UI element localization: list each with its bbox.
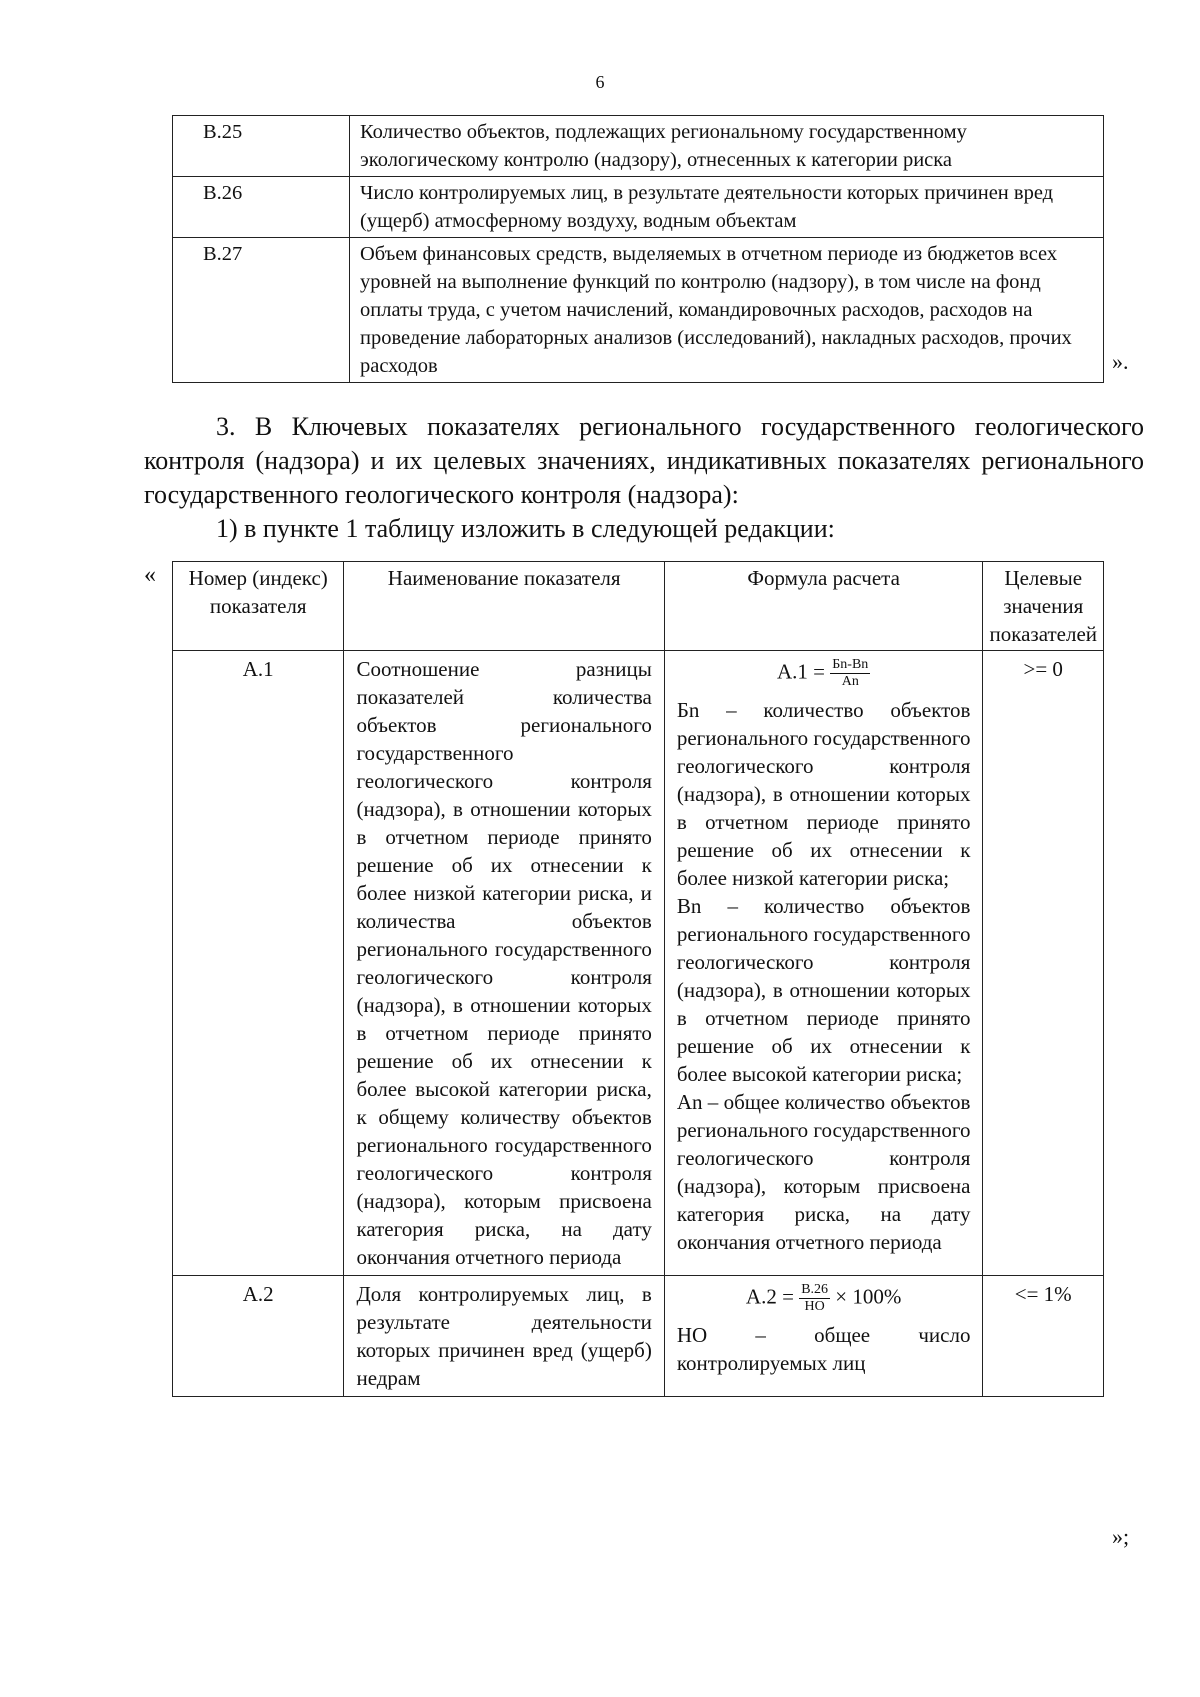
indicator-code: В.26 — [173, 177, 350, 238]
amendment-paragraph — [144, 410, 1144, 512]
header-name: Наименование показателя — [344, 562, 664, 651]
indicator-description: Объем финансовых средств, выделяемых в отчетном периоде из бюджетов всех уровней на выполнение функций по контролю (надзору), в том числе на фонд оплаты труда, с учетом начислений, командировочных расходов, расходов на проведение лабораторных анализов (исследований), накладных расходов, прочих расходов — [350, 238, 1104, 383]
indicator-code: В.27 — [173, 238, 350, 383]
paragraph-number: 3. — [216, 412, 236, 441]
indicator-name: Доля контролируемых лиц, в результате деятельности которых причинен вред (ущерб) недрам — [344, 1276, 664, 1397]
formula-definition: Бn – количество объектов регионального государственного геологического контроля (надзора), в отношении которых в отчетном периоде принято решение об их отнесении к более низкой категории риска; — [676, 698, 971, 890]
header-formula: Формула расчета — [664, 562, 983, 651]
opening-quote: « — [144, 562, 156, 588]
closing-quote: ». — [1112, 349, 1129, 374]
page-number: 6 — [595, 72, 605, 92]
indicator-formula — [664, 651, 983, 1276]
target-value: <= 1% — [983, 1276, 1104, 1397]
indicator-formula — [664, 1276, 983, 1397]
indicator-code: А.2 — [173, 1276, 344, 1397]
formula: А.1 = $\frac{Бn-Вn}{Аn}$ — [777, 657, 869, 689]
fraction: $\frac{Бn-Вn}{Аn}$ — [832, 657, 869, 689]
formula: А.2 = $\frac{В.26}{НO}$ × 100% — [745, 1282, 902, 1314]
formula-definition: Аn – общее количество объектов регионального государственного геологического контроля (надзора), которым присвоена категория риска, на дату окончания отчетного периода — [676, 1090, 971, 1254]
amendment-subitem: 1) в пункте 1 таблицу изложить в следующей редакции: — [216, 514, 835, 543]
indicators-table-continued — [172, 115, 1104, 383]
formula-definition: Вn – количество объектов регионального государственного геологического контроля (надзора), в отношении которых в отчетном периоде принято решение об их отнесении к более высокой категории риска; — [676, 894, 971, 1086]
key-indicators-table — [172, 561, 1104, 1397]
indicator-name: Соотношение разницы показателей количества объектов регионального государственного геологического контроля (надзора), в отношении которых в отчетном периоде принято решение об их отнесении к более низкой категории риска, и количества объектов регионального государственного геологического контроля (надзора), в отношении которых в отчетном периоде принято решение об их отнесении к более высокой категории риска, к общему количеству объектов регионального государственного геологического контроля (надзора), которым присвоена категория риска, на дату окончания отчетного периода — [344, 651, 664, 1276]
header-target: Целевые значения показателей — [983, 562, 1104, 651]
closing-quote: »; — [1112, 1524, 1130, 1549]
table-row — [173, 116, 1104, 177]
indicator-description: Число контролируемых лиц, в результате деятельности которых причинен вред (ущерб) атмосферному воздуху, водным объектам — [350, 177, 1104, 238]
formula-definition: НO – общее число контролируемых лиц — [676, 1323, 971, 1375]
table-row — [173, 177, 1104, 238]
indicator-code: В.25 — [173, 116, 350, 177]
header-code: Номер (индекс) показателя — [173, 562, 344, 651]
table-row — [173, 238, 1104, 383]
fraction: $\frac{В.26}{НO}$ — [801, 1282, 829, 1314]
paragraph-text: В Ключевых показателях регионального государственного геологического контроля (надзора) и их целевых значениях, индикативных показателях регионального государственного геологического контроля (надзора): — [144, 412, 1144, 509]
target-value: >= 0 — [983, 651, 1104, 1276]
table-row — [173, 1276, 1104, 1397]
indicator-code: А.1 — [173, 651, 344, 1276]
table-row — [173, 651, 1104, 1276]
indicator-description: Количество объектов, подлежащих региональному государственному экологическому контролю (надзору), отнесенных к категории риска — [350, 116, 1104, 177]
table-header-row — [173, 562, 1104, 651]
